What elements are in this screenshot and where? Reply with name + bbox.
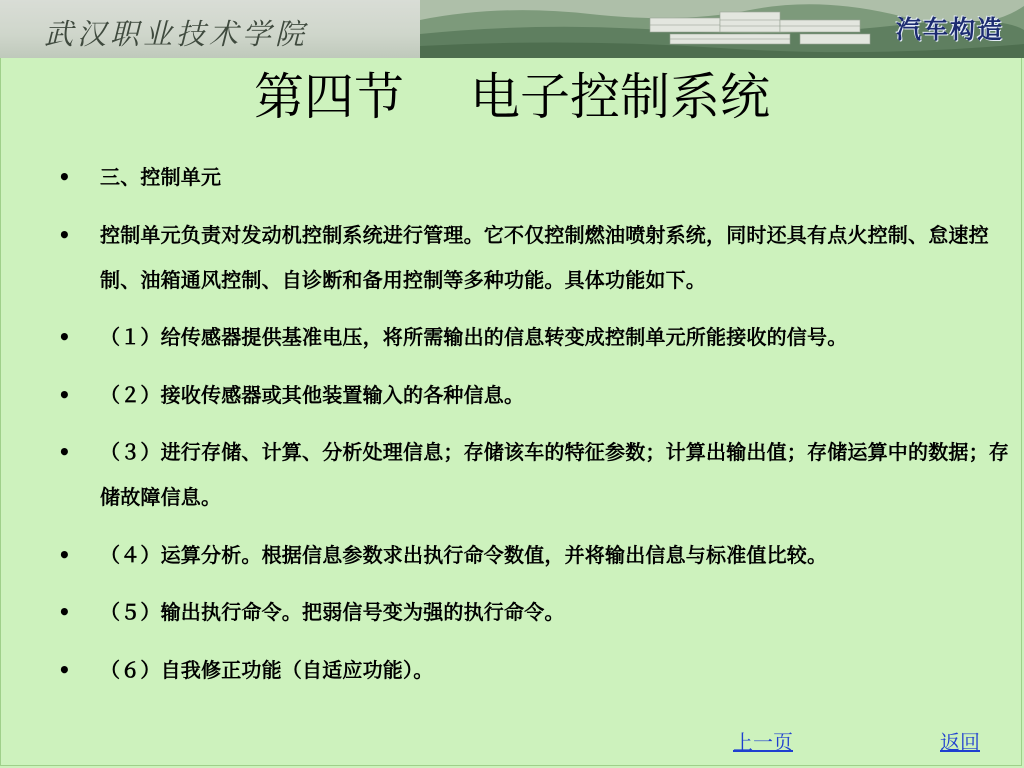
back-link[interactable]: 返回 [940, 730, 980, 754]
bullet-item [58, 533, 1010, 578]
slide-title: 第四节 电子控制系统 [254, 68, 770, 126]
bullet-text: （２）接收传感器或其他装置输入的各种信息。 [100, 382, 525, 407]
bullet-dot: • [58, 222, 71, 247]
bullet-dot: • [58, 165, 71, 189]
bullet-dot: • [58, 542, 71, 567]
bullet-item [58, 213, 1010, 303]
bullet-text: （１）给传感器提供基准电压，将所需输出的信息转变成控制单元所能接收的信号。 [100, 325, 848, 349]
bullet-list [58, 155, 1010, 705]
bullet-text: （３）进行存储、计算、分析处理信息；存储该车的特征参数；计算出输出值；存储运算中的数据；存储故障信息。 [100, 440, 1009, 509]
bullet-item [58, 430, 1010, 520]
bullet-dot: • [58, 600, 71, 624]
bullet-item [58, 590, 1010, 635]
bullet-text: （６）自我修正功能（自适应功能）。 [100, 657, 434, 682]
bullet-item [58, 315, 1010, 360]
bullet-text: （４）运算分析。根据信息参数求出执行命令数值，并将输出信息与标准值比较。 [100, 542, 828, 567]
bullet-text: 控制单元负责对发动机控制系统进行管理。它不仅控制燃油喷射系统，同时还具有点火控制、怠速控制、油箱通风控制、自诊断和备用控制等多种功能。具体功能如下。 [100, 222, 989, 292]
header-banner [0, 0, 1024, 58]
bullet-text: （５）输出执行命令。把弱信号变为强的执行命令。 [100, 600, 565, 624]
course-name: 汽车构造 [895, 15, 1004, 44]
bullet-item [58, 373, 1010, 418]
prev-page-link[interactable]: 上一页 [733, 730, 793, 754]
bullet-dot: • [58, 382, 71, 407]
bullet-dot: • [58, 325, 71, 349]
bullet-dot: • [58, 657, 71, 682]
bullet-text: 三、控制单元 [100, 165, 222, 189]
bullet-item [58, 155, 1010, 200]
bullet-item [58, 648, 1010, 693]
bullet-dot: • [58, 440, 71, 464]
college-name: 武汉职业技术学院 [44, 17, 309, 51]
